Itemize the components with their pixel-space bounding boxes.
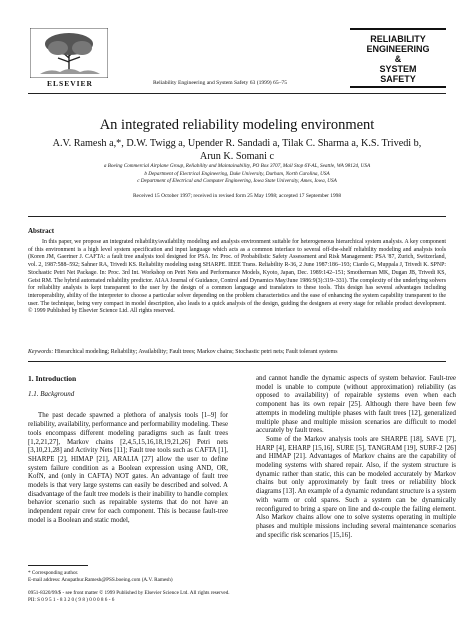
footnote-rule	[28, 565, 88, 566]
copyright-line: 0951-8320/99/$ - see front matter © 1999 Published by Elsevier Science Ltd. All rights reserved.	[28, 590, 230, 596]
keywords	[28, 349, 446, 355]
copyright-block	[28, 590, 448, 604]
body-paragraph: Some of the Markov analysis tools are SHARPE [18], SAVE [7], HARP [4], EHARP [15,16], SURE [5], TANGRAM [19], SURF-2 [26] and HIMAP [21]. Advantages of Markov chains are the capability of modeling systems with shared repair. Also, if the system structure is dynamic rather than static, this can be modeled accurately by Markov chains but only approximately by fault trees or reliability block diagrams [13]. An example of a dynamic redundant structure is a system with warm or cold spares. Such a system can be dynamically reconfigured to bring a spare on line and de-couple the failing element. Also Markov chains allow one to solve systems operating in multiple phases and multiple missions including several maintenance scenarios and specific risk scenarios [15,16].	[256, 435, 456, 539]
keywords-label: Keywords:	[28, 349, 54, 355]
journal-logo-line: SYSTEM	[379, 64, 417, 74]
publisher-name: ELSEVIER	[47, 79, 93, 88]
affiliation: c Department of Electrical and Computer Engineering, Iowa State University, Ames, Iowa, USA	[137, 178, 337, 185]
journal-citation: Reliability Engineering and System Safety 63 (1999) 65–75	[152, 80, 288, 86]
journal-logo	[350, 28, 446, 88]
received-dates: Received 15 October 1997; received in revised form 25 May 1998; accepted 17 September 1998	[132, 193, 342, 199]
section-heading: 1. Introduction	[28, 374, 77, 383]
article-title: An integrated reliability modeling environment	[99, 117, 375, 133]
author-list	[28, 137, 446, 163]
journal-logo-line: ENGINEERING	[366, 44, 430, 54]
journal-logo-line: SAFETY	[380, 74, 416, 84]
subsection-heading: 1.1. Background	[28, 389, 75, 398]
right-column	[256, 375, 456, 540]
abstract-top-rule	[28, 216, 446, 217]
elsevier-tree-logo	[30, 28, 108, 78]
affiliation: b Department of Electrical Engineering, Duke University, Durham, North Carolina, USA	[144, 170, 330, 177]
affiliations	[28, 163, 446, 186]
corresponding-author-note: * Corresponding author.	[28, 570, 79, 576]
email-note: E-mail address: Anupathur.Ramesh@PSS.boeing.com (A.V. Ramesh)	[28, 577, 173, 583]
authors-line: Arun K. Somani c	[199, 151, 275, 162]
pii-line: PII: S 0 9 5 1 - 8 3 2 0 ( 9 8 ) 0 0 0 8 6 - 6	[28, 597, 115, 603]
keywords-list: Hierarchical modeling; Reliability; Availability; Fault trees; Markov chains; Stochastic petri nets; Fault tolerant systems	[54, 349, 338, 355]
journal-logo-line: RELIABILITY	[370, 34, 426, 44]
body-paragraph: and cannot handle the dynamic aspects of system behavior. Fault-tree model is unable to compute (without approximation) reliability (as opposed to availability) of repairable systems even when each component has its own repair [25]. Although there have been few attempts in modeling multiple phases with fault trees [12], generalized multiple phase and multiple mission scenarios are difficult to model accurately by fault trees.	[256, 375, 456, 435]
abstract-bottom-rule	[28, 361, 446, 362]
abstract-heading: Abstract	[28, 227, 55, 235]
affiliation: a Boeing Commercial Airplane Group, Reliability and Maintainability, PO Box 3707, Mail Stop 6Y-AL, Seattle, WA 98124, USA	[103, 163, 371, 169]
body-paragraph: The past decade spawned a plethora of analysis tools [1–9] for reliability, availability, performance and performability modeling. These tools encompass different modeling paradigms such as fault trees [1,2,21,27], Markov chains [2,4,5,15,16,18,19,21,26] Petri nets [3,10,21,28] and Activity Nets [11]; Fault tree tools such as CAFTA [1], SHARPE [2], HIMAP [21], ARALIA [27] allow the user to define system failure condition as a Boolean expression using AND, OR, KofN, and (only in CAFTA) NOT gates. An advantage of fault tree models is that very large systems can easily be described and solved. A disadvantage of the fault tree models is their inability to handle complex behavior scenario such as repairable systems that do not have an independent repair crew for each component. This is because fault-tree model is a Boolean and static model,	[28, 412, 228, 524]
abstract-text: In this paper, we propose an integrated reliability/availability modeling and analysis environment suitable for heterogeneous hierarchical system analysis. A key component of this environment is a high level system specification and input language which acts as a common interface to several off-the-shelf reliability modeling and analysis tools (Koren JM, Gaertner J. CAFTA: a fault tree analysis tool designed for PSA. In: Proc. of Probabilistic Safety Assessment and Risk Management: PSA '87, Zurich, Switzerland, vol. 2, 1987:588–592; Sahner RA, Trivedi KS. Reliability modeling using SHARPE. IEEE Trans. Reliability R-36, 2 June 1987:186–193; Ciardo G, Muppala J, Trivedi K. SPNP: Stochastic Petri Net Package. In: Proc. 3rd Int. Workshop on Petri Nets and Performance Models, Kyoto, Japan, Dec. 1989:142–151; Smotherman MK, Dugan JB, Trivedi KS, Geist RM. The hybrid automated reliability predictor. AIAA Journal of Guidance, Control and Dynamics May/June 1986:9(3):319–331). The complexity of the underlying solvers for reliability analysis is kept transparent to the user by the design of a common language and translators to these tools. This design has several advantages including interoperability, ability of the interpreter to choose a particular solver depending on the problem characteristics and the ease of enhancing the system capability transparent to the user. The technique, being very compact in model description, also leads to a quick analysis of the design, guiding the designers at every stage for reliable product development. © 1999 Published by Elsevier Science Ltd. All rights reserved.	[28, 239, 446, 315]
authors-line: A.V. Ramesh a,*, D.W. Twigg a, Upender R. Sandadi a, Tilak C. Sharma a, K.S. Trivedi b,	[52, 138, 422, 149]
left-column	[28, 375, 228, 526]
footnotes	[28, 570, 238, 584]
header-rule	[28, 93, 446, 94]
journal-logo-line: &	[394, 54, 402, 64]
